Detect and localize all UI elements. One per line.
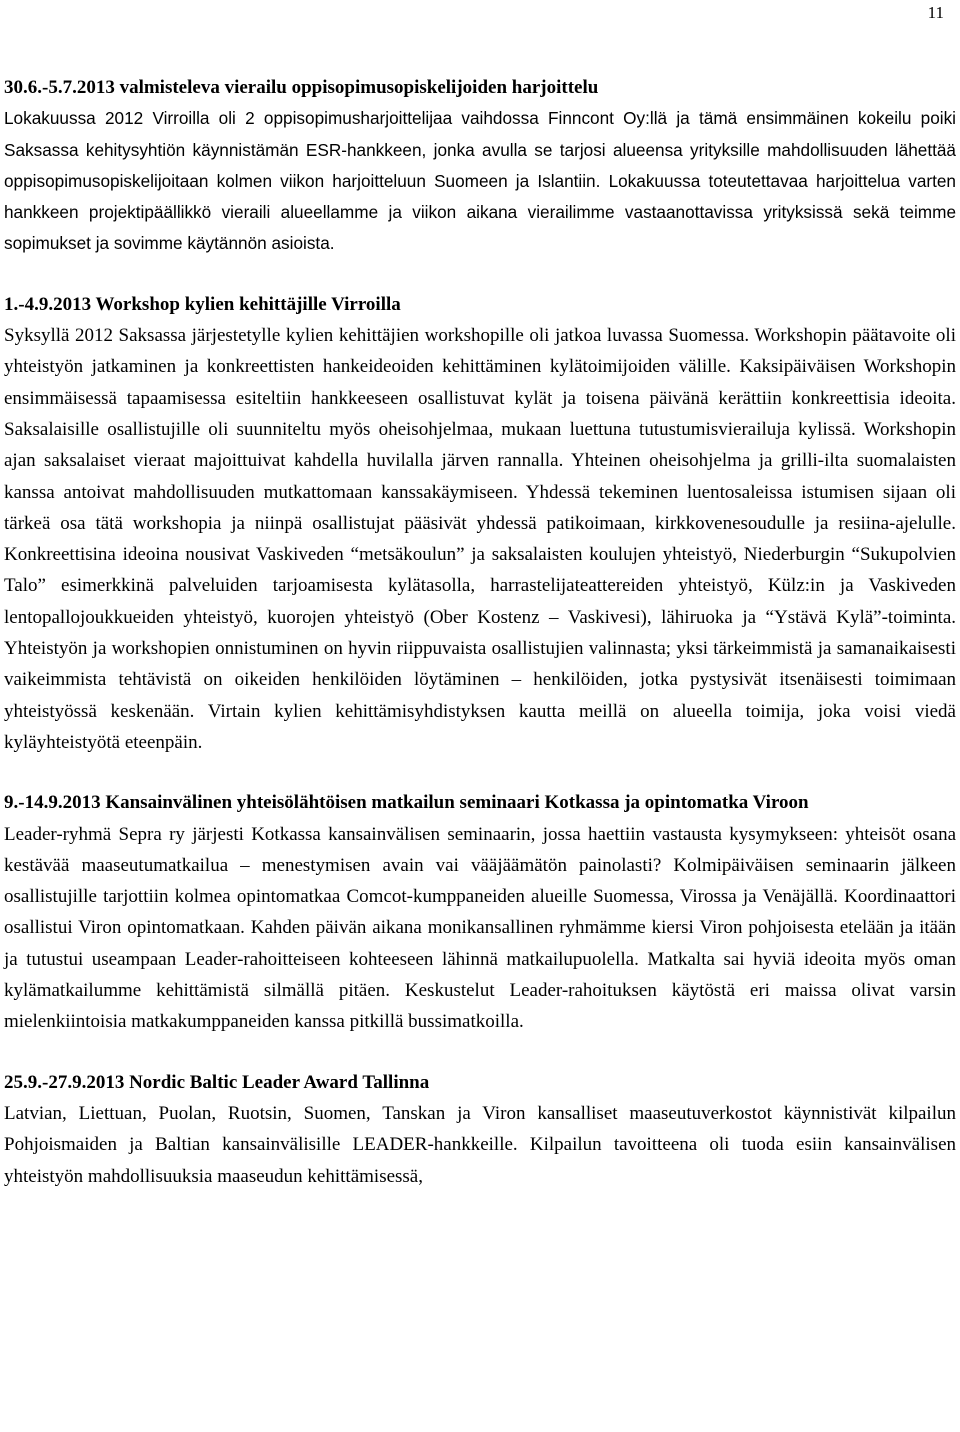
section-paragraph: Latvian, Liettuan, Puolan, Ruotsin, Suomen, Tanskan ja Viron kansalliset maaseutuverkostot käynnistivät kilpailun Pohjoismaiden ja Baltian kansainvälisille LEADER-hankkeille. Kilpailun tavoitteena oli tuoda esiin kansainvälisen yhteistyön mahdollisuuksia maaseudun kehittämisessä, xyxy=(4,1102,956,1187)
section-heading: 30.6.-5.7.2013 valmisteleva vierailu oppisopimusopiskelijoiden harjoittelu xyxy=(4,77,599,98)
section-heading: 9.-14.9.2013 Kansainvälinen yhteisölähtöisen matkailun seminaari Kotkassa ja opintomatka Viroon xyxy=(4,792,809,814)
section-paragraph: Syksyllä 2012 Saksassa järjestetylle kylien kehittäjien workshopille oli jatkoa luvassa Suomessa. Workshopin päätavoite oli yhteistyön jatkaminen ja konkreettisten hankeideoiden kehittäminen kylätoimijoiden välille. Kaksipäiväisen Workshopin ensimmäisessä tapaamisessa esiteltiin hankkeeseen osallistuvat kylät ja toisena päivänä kerättiin konkreettisia ideoita. Saksalaisille osallistujille oli suunniteltu myös oheisohjelmaa, mukaan luettuna tutustumisvierailuja kylissä. Workshopin ajan saksalaiset vieraat majoittuivat kahdella huvilalla järven rannalla. Yhteinen oheisohjelma ja grilli-ilta suomalaisten kanssa antoivat mahdollisuuden mutkattomaan kanssakäymiseen. Yhdessä tekeminen luentosaleissa istumisen sijaan oli tärkeä osa tätä workshopia ja niinpä osallistujat pääsivät yhdessä patikoimaan, kirkkovenesoudulle ja resiina-ajelulle. Konkreettisina ideoina nousivat Vaskiveden “metsäkoulun” ja saksalaisten koulujen yhteistyö, Niederburgin “Sukupolvien Talo” esimerkkinä palveluiden tarjoamisesta kylätasolla, harrastelijateattereiden yhteistyö, Külz:in ja Vaskiveden lentopallojoukkueiden yhteistyö, kuorojen yhteistyö (Ober Kostenz – Vaskivesi), lähiruoka ja “Ystävä Kylä”-toiminta. Yhteistyön ja workshopien onnistuminen on hyvin riippuvaista osallistujien valinnasta; yksi tärkeimmistä ja samanaikaisesti vaikeimmista tehtävistä on oikeiden henkilöiden löytäminen – henkilöiden, jotka pystysivät itsenäisesti toimimaan yhteistyössä keskenään. Virtain kylien kehittämisyhdistyksen kautta meillä on alueella toimija, joka voisi viedä kyläyhteistyötä eteenpäin. xyxy=(4,325,956,753)
paragraph-text: Lokakuussa toteutettavaa harjoittelua varten hankkeen projektipäällikkö vieraili alueellamme ja viikon aikana vierailimme vastaanottavissa yrityksissä sekä teimme sopimukset ja sovimme käytännön asioista. xyxy=(4,170,956,254)
paragraph-text: Lokakuussa 2012 Virroilla oli 2 oppisopimusharjoittelijaa vaihdossa Finncont Oy:llä ja tämä ensimmäinen kokeilu poiki Saksassa kehitysyhtiön käynnistämän ESR-hankkeen, jonka avulla se tarjosi alueensa yrityksille mahdollisuuden lähettää oppisopimusopiskelijoitaan kolmen viikon harjoitteluun Suomeen ja Islantiin. xyxy=(4,108,956,191)
section-esr-visit xyxy=(4,72,956,260)
page-number: 11 xyxy=(927,3,944,22)
section-paragraph xyxy=(4,103,956,259)
section-heading: 25.9.-27.9.2013 Nordic Baltic Leader Award Tallinna xyxy=(4,1071,430,1093)
section-paragraph: Leader-ryhmä Sepra ry järjesti Kotkassa kansainvälisen seminaarin, jossa haettiin vastausta kysymykseen: yhteisöt osana kestävää maaseutumatkailua – menestymisen avain vai vääjäämätön painolasti? Kolmipäiväisen seminaarin jälkeen osallistujille tarjottiin kolmea opintomatkaa Comcot-kumppaneiden alueille Suomessa, Virossa ja Venäjällä. Koordinaattori osallistui Viron opintomatkaan. Kahden päivän aikana monikansallinen ryhmämme kiersi Viron pohjoisesta etelään ja itään ja tutustui useampaan Leader-rahoitteiseen kohteeseen lähinnä matkailupuolella. Matkalta sai hyviä ideoita myös oman kylämatkailumme kehittämistä silmällä pitäen. Keskustelut Leader-rahoituksen käytöstä eri maissa olivat varsin mielenkiintoisia matkakumppaneiden kanssa pitkillä bussimatkoilla. xyxy=(4,823,956,1033)
section-leader-award xyxy=(4,1067,956,1192)
section-kotka-seminar xyxy=(4,787,956,1037)
section-heading: 1.-4.9.2013 Workshop kylien kehittäjille Virroilla xyxy=(4,293,401,315)
document-body xyxy=(4,72,956,1221)
section-workshop xyxy=(4,289,956,758)
